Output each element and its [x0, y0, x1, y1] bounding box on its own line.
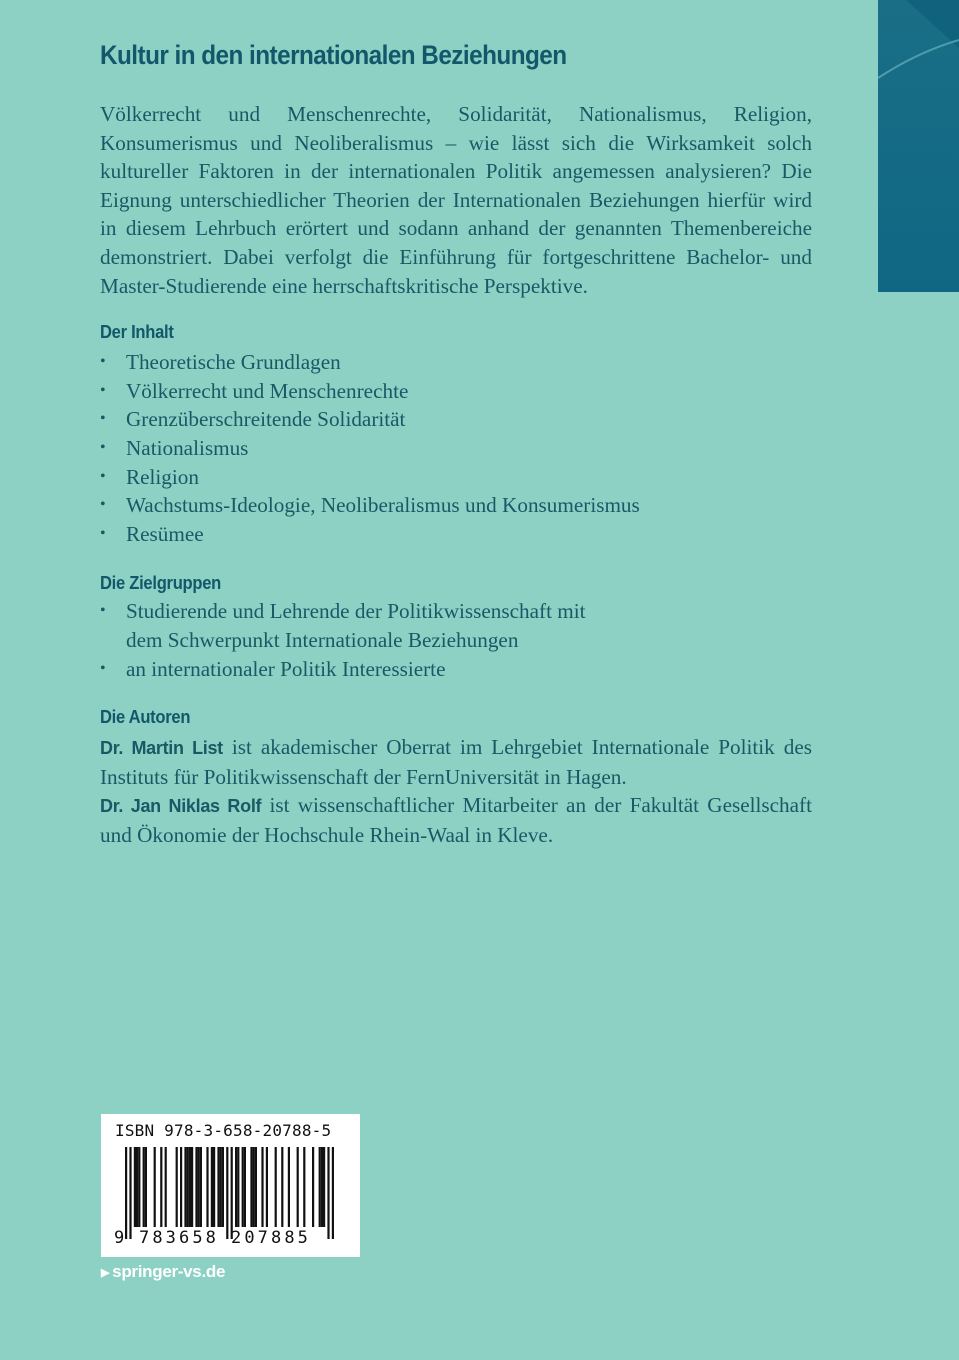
triangle-right-icon: ▶: [101, 1267, 110, 1279]
barcode-bar: [319, 1147, 321, 1227]
corner-decoration: [878, 0, 959, 292]
author-bio: ist akademischer Oberrat im Lehrgebiet Internationale Politik des Instituts für Politikwissenschaft der FernUniversität in Hagen.: [100, 735, 812, 789]
isbn-barcode: [101, 1114, 360, 1257]
barcode-bar: [134, 1147, 136, 1227]
barcode-first-digit: 9: [114, 1228, 128, 1248]
bullet-icon: •: [100, 467, 106, 485]
barcode-bar: [180, 1147, 182, 1227]
audience-section: [100, 573, 812, 683]
list-item: • Theoretische Grundlagen: [100, 348, 812, 377]
barcode-bar: [303, 1147, 305, 1227]
barcode-bar: [198, 1147, 200, 1227]
bullet-icon: •: [100, 381, 106, 399]
barcode-bar: [275, 1147, 277, 1227]
website-link[interactable]: [101, 1262, 225, 1282]
barcode-bar: [136, 1147, 138, 1227]
author-bio: ist wissenschaftlicher Mitarbeiter an der Fakultät Gesellschaft und Ökonomie der Hochschule Rhein-Waal in Kleve.: [100, 793, 812, 847]
barcode-bars: [114, 1147, 350, 1239]
list-item: • Nationalismus: [100, 434, 812, 463]
isbn-text: ISBN 978-3-658-20788-5: [115, 1121, 332, 1140]
barcode-bar: [129, 1147, 131, 1239]
intro-paragraph: Völkerrecht und Menschenrechte, Solidarität, Nationalismus, Religion, Konsumerismus und Neoliberalismus – wie lässt sich die Wirksamkeit solch kultureller Faktoren in der internationalen Politik angemessen analysieren? Die Eignung unterschiedlicher Theorien der Internationalen Beziehungen hierfür wird in diesem Lehrbuch erörtert und sodann anhand der genannten Themenbereiche demonstriert. Dabei verfolgt die Einführung für fortgeschrittene Bachelor- und Master-Studierende eine herrschaftskritische Perspektive.: [100, 102, 812, 298]
barcode-bar: [206, 1147, 208, 1227]
barcode-bar: [125, 1147, 127, 1239]
list-item: • Religion: [100, 463, 812, 492]
barcode-bar: [266, 1147, 268, 1227]
barcode-bar: [220, 1147, 222, 1227]
website-label: springer-vs.de: [112, 1262, 226, 1281]
barcode-bar: [160, 1147, 162, 1227]
list-item: • Studierende und Lehrende der Politikwissenschaft mit dem Schwerpunkt Internationale Beziehungen: [100, 599, 586, 652]
contents-section: [100, 322, 812, 548]
audience-heading: Die Zielgruppen: [100, 573, 221, 594]
barcode-bar: [242, 1147, 244, 1227]
barcode-bar: [154, 1147, 156, 1227]
barcode-bar: [321, 1147, 323, 1227]
barcode-bar: [145, 1147, 147, 1227]
list-item: • Wachstums-Ideologie, Neoliberalismus und Konsumerismus: [100, 491, 812, 520]
list-item: • Völkerrecht und Menschenrechte: [100, 377, 812, 406]
book-title: Kultur in den internationalen Beziehungen: [100, 40, 567, 70]
barcode-bar: [332, 1147, 334, 1239]
audience-list: [100, 597, 812, 683]
barcode-bar: [250, 1147, 252, 1227]
barcode-bar: [187, 1147, 189, 1227]
contents-list: [100, 348, 812, 548]
barcode-bar: [244, 1147, 246, 1227]
author-name: Dr. Martin List: [100, 738, 223, 759]
barcode-bar: [217, 1147, 219, 1227]
back-cover-content: [100, 40, 812, 849]
barcode-bar: [176, 1147, 178, 1227]
bullet-icon: •: [100, 496, 106, 514]
barcode-bar: [143, 1147, 145, 1227]
barcode-bar: [189, 1147, 191, 1227]
authors-section: [100, 707, 812, 849]
barcode-bar: [237, 1147, 239, 1227]
contents-heading: Der Inhalt: [100, 322, 174, 343]
barcode-bar: [288, 1147, 290, 1227]
barcode-left-digits: 783658: [139, 1228, 220, 1248]
bullet-icon: •: [100, 602, 106, 620]
list-item: • Grenzüberschreitende Solidarität: [100, 405, 812, 434]
barcode-bar: [312, 1147, 314, 1227]
barcode-bar: [323, 1147, 325, 1227]
barcode-bar: [165, 1147, 167, 1227]
barcode-bar: [231, 1147, 233, 1239]
barcode-bar: [253, 1147, 255, 1227]
barcode-bar: [327, 1147, 329, 1239]
barcode-bar: [255, 1147, 257, 1227]
bullet-icon: •: [100, 524, 106, 542]
list-item: • Resümee: [100, 520, 812, 549]
list-item: • an internationaler Politik Interessierte: [100, 655, 812, 684]
authors-text: [100, 733, 812, 849]
bullet-icon: •: [100, 353, 106, 371]
bullet-icon: •: [100, 659, 106, 677]
barcode-bar: [191, 1147, 193, 1227]
barcode-bar: [195, 1147, 197, 1227]
barcode-bar: [222, 1147, 224, 1227]
authors-heading: Die Autoren: [100, 707, 191, 728]
barcode-bar: [261, 1147, 263, 1227]
author-name: Dr. Jan Niklas Rolf: [100, 796, 262, 817]
barcode-bar: [200, 1147, 202, 1227]
barcode-bar: [213, 1147, 215, 1227]
bullet-icon: •: [100, 438, 106, 456]
barcode-bar: [235, 1147, 237, 1227]
barcode-bar: [138, 1147, 140, 1227]
barcode-bar: [211, 1147, 213, 1227]
barcode-bar: [226, 1147, 228, 1239]
barcode-bar: [281, 1147, 283, 1227]
barcode-bar: [184, 1147, 186, 1227]
bullet-icon: •: [100, 410, 106, 428]
barcode-right-digits: 207885: [231, 1228, 312, 1248]
barcode-bar: [297, 1147, 299, 1227]
